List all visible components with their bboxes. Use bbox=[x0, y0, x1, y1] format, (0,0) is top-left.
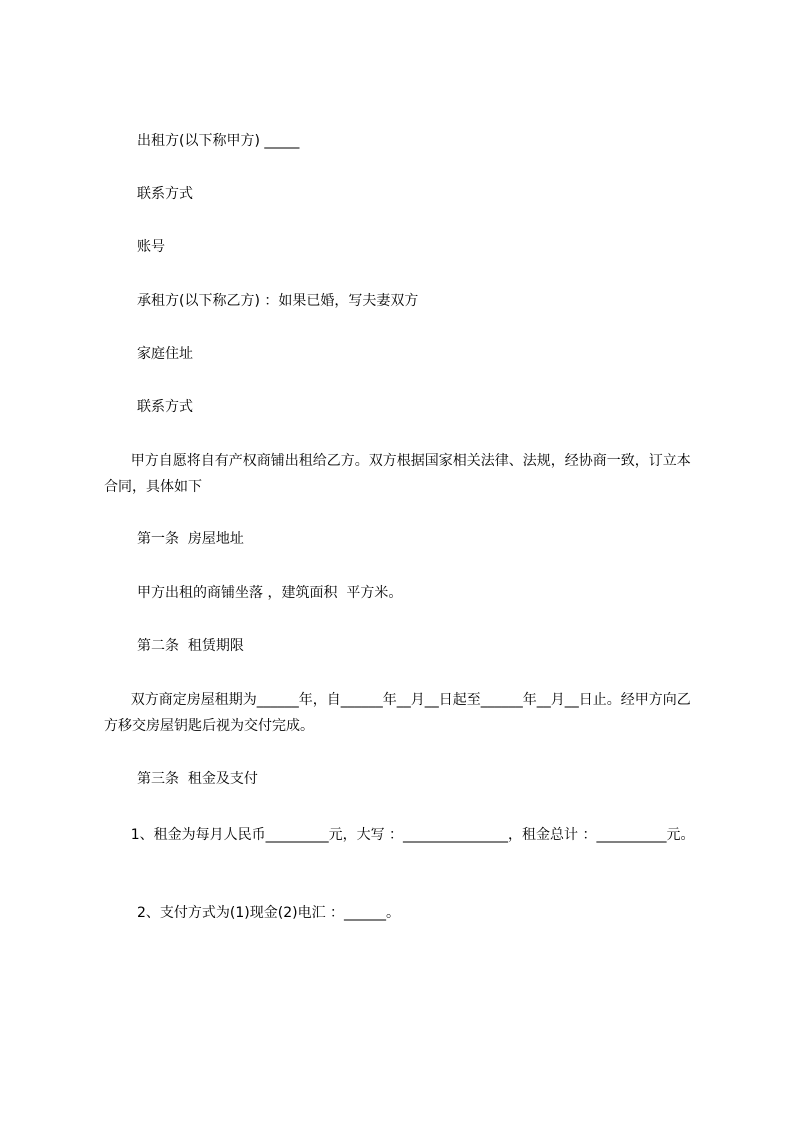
lessor-account-label: 账号 bbox=[137, 239, 165, 255]
article-1-title: 第一条 房屋地址 bbox=[137, 531, 244, 547]
lessor-line: 出租方(以下称甲方) _____ bbox=[137, 133, 300, 149]
article-2-title: 第二条 租赁期限 bbox=[137, 638, 244, 654]
article-2-text: 双方商定房屋租期为______年，自______年__月__日起至______年__月__日止。经甲方向乙方移交房屋钥匙后视为交付完成。 bbox=[104, 692, 691, 734]
article-3-item-2: 2、支付方式为(1)现金(2)电汇 ：______。 bbox=[137, 905, 401, 921]
lessee-line: 承租方(以下称乙方) ：如果已婚，写夫妻双方 bbox=[137, 293, 419, 309]
intro-paragraph: 甲方自愿将自有产权商铺出租给乙方。双方根据国家相关法律、法规，经协商一致，订立本合同，具体如下 bbox=[104, 453, 691, 495]
lessor-contact-label: 联系方式 bbox=[137, 186, 193, 202]
article-1-text: 甲方出租的商铺坐落 ，建筑面积 平方米。 bbox=[137, 585, 403, 601]
lessee-contact-label: 联系方式 bbox=[137, 399, 193, 415]
lessee-address-label: 家庭住址 bbox=[137, 346, 193, 362]
article-3-item-1: 1、租金为每月人民币_________元，大写 ：_______________，租金总计 ：__________元。 bbox=[104, 827, 695, 843]
article-3-title: 第三条 租金及支付 bbox=[137, 771, 258, 787]
